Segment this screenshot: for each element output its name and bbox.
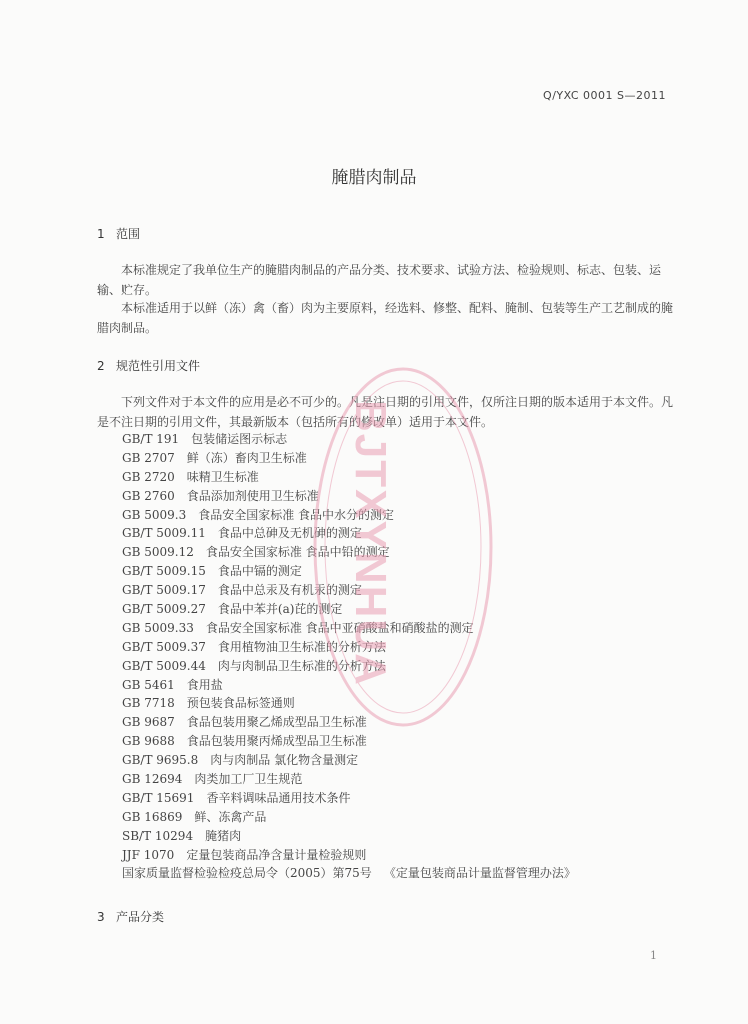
reference-item [122, 751, 576, 770]
reference-item [122, 600, 576, 619]
reference-item [122, 524, 576, 543]
reference-item [122, 789, 576, 808]
reference-item [122, 638, 576, 657]
reference-code: GB/T 5009.15 [122, 564, 206, 579]
reference-title: 定量包装商品净含量计量检验规则 [186, 847, 367, 862]
reference-code: GB 2707 [122, 450, 175, 465]
reference-item [122, 619, 576, 638]
reference-code: GB/T 5009.17 [122, 583, 206, 598]
reference-item [122, 468, 576, 487]
reference-list [122, 430, 576, 883]
reference-title: 包装储运图示标志 [191, 432, 288, 446]
reference-item [122, 430, 576, 449]
reference-item [122, 732, 576, 751]
reference-item [122, 864, 576, 883]
reference-code: GB 16869 [122, 809, 183, 824]
section-number: 3 [97, 910, 105, 924]
reference-code: GB 5009.3 [122, 507, 187, 522]
reference-title: 香辛料调味品通用技术条件 [206, 790, 351, 805]
standard-code: Q/YXC 0001 S—2011 [543, 89, 666, 102]
section-number: 2 [97, 359, 105, 373]
section-number: 1 [97, 227, 105, 241]
section-title: 规范性引用文件 [116, 359, 201, 373]
reference-title: 肉与肉制品卫生标准的分析方法 [217, 658, 386, 673]
reference-title: 食用植物油卫生标准的分析方法 [217, 639, 386, 654]
reference-title: 肉类加工厂卫生规范 [194, 772, 303, 787]
reference-title: 食品包装用聚乙烯成型品卫生标准 [186, 715, 367, 730]
reference-item [122, 657, 576, 676]
reference-code: GB 5461 [122, 677, 175, 692]
reference-item [122, 581, 576, 600]
reference-item [122, 808, 576, 827]
reference-code: GB 2760 [122, 488, 175, 503]
reference-title: 鲜、冻禽产品 [194, 809, 267, 824]
reference-code: GB/T 15691 [122, 790, 195, 805]
reference-code: GB 9687 [122, 715, 175, 730]
reference-item [122, 770, 576, 789]
reference-item [122, 543, 576, 562]
reference-code: 国家质量监督检验检疫总局令（2005）第75号 [122, 866, 372, 881]
reference-code: GB/T 9695.8 [122, 753, 199, 768]
section-1-heading [97, 225, 140, 242]
reference-code: GB 5009.33 [122, 620, 194, 635]
scope-paragraph-2: 本标准适用于以鲜（冻）禽（畜）肉为主要原料，经选料、修整、配料、腌制、包装等生产工艺制成的腌腊肉制品。 [97, 301, 674, 335]
reference-title: 食品安全国家标准 食品中亚硝酸盐和硝酸盐的测定 [205, 620, 474, 635]
reference-title: 食品中总汞及有机汞的测定 [217, 583, 362, 598]
reference-item [122, 449, 576, 468]
reference-title: 食用盐 [186, 677, 223, 692]
reference-item [122, 827, 576, 846]
reference-item [122, 846, 576, 865]
reference-title: 腌猪肉 [205, 828, 242, 843]
reference-code: GB 5009.12 [122, 545, 194, 560]
reference-item [122, 562, 576, 581]
reference-code: GB/T 191 [122, 432, 180, 446]
reference-title: 食品中总砷及无机砷的测定 [217, 526, 362, 541]
reference-title: 食品添加剂使用卫生标准 [186, 488, 319, 503]
page-number: 1 [650, 949, 657, 962]
document-title: 腌腊肉制品 [331, 168, 417, 188]
reference-code: GB/T 5009.11 [122, 526, 206, 541]
reference-code: SB/T 10294 [122, 828, 194, 843]
reference-code: JJF 1070 [122, 847, 175, 862]
reference-title: 食品中苯并(a)芘的测定 [217, 602, 343, 617]
reference-title: 预包装食品标签通则 [186, 696, 295, 711]
reference-title: 鲜（冻）畜肉卫生标准 [186, 450, 307, 465]
reference-code: GB/T 5009.27 [122, 602, 206, 617]
reference-item [122, 713, 576, 732]
reference-title: 食品安全国家标准 食品中铅的测定 [205, 545, 390, 560]
reference-code: GB/T 5009.44 [122, 658, 206, 673]
reference-item [122, 506, 576, 525]
reference-code: GB 7718 [122, 696, 175, 711]
reference-title: 食品中镉的测定 [217, 564, 302, 579]
section-title: 产品分类 [116, 910, 165, 924]
references-intro-paragraph: 下列文件对于本文件的应用是必不可少的。凡是注日期的引用文件，仅所注日期的版本适用于本文件。凡是不注日期的引用文件，其最新版本（包括所有的修改单）适用于本文件。 [97, 395, 674, 429]
reference-item [122, 676, 576, 695]
reference-code: GB 9688 [122, 734, 175, 749]
reference-item [122, 487, 576, 506]
reference-title: 《定量包装商品计量监督管理办法》 [383, 866, 576, 881]
reference-item [122, 694, 576, 713]
scope-paragraph-1: 本标准规定了我单位生产的腌腊肉制品的产品分类、技术要求、试验方法、检验规则、标志、包装、运输、贮存。 [97, 263, 662, 297]
reference-title: 味精卫生标准 [186, 469, 259, 484]
reference-code: GB 12694 [122, 772, 183, 787]
reference-code: GB 2720 [122, 469, 175, 484]
section-3-heading [97, 908, 164, 925]
reference-title: 食品包装用聚丙烯成型品卫生标准 [186, 734, 367, 749]
svg-text:BJTXYNHUA: BJTXYNHUA [346, 400, 395, 687]
section-2-heading [97, 357, 200, 374]
reference-title: 食品安全国家标准 食品中水分的测定 [198, 507, 395, 522]
section-title: 范围 [116, 227, 141, 241]
reference-title: 肉与肉制品 氯化物含量测定 [210, 753, 359, 768]
reference-code: GB/T 5009.37 [122, 639, 206, 654]
